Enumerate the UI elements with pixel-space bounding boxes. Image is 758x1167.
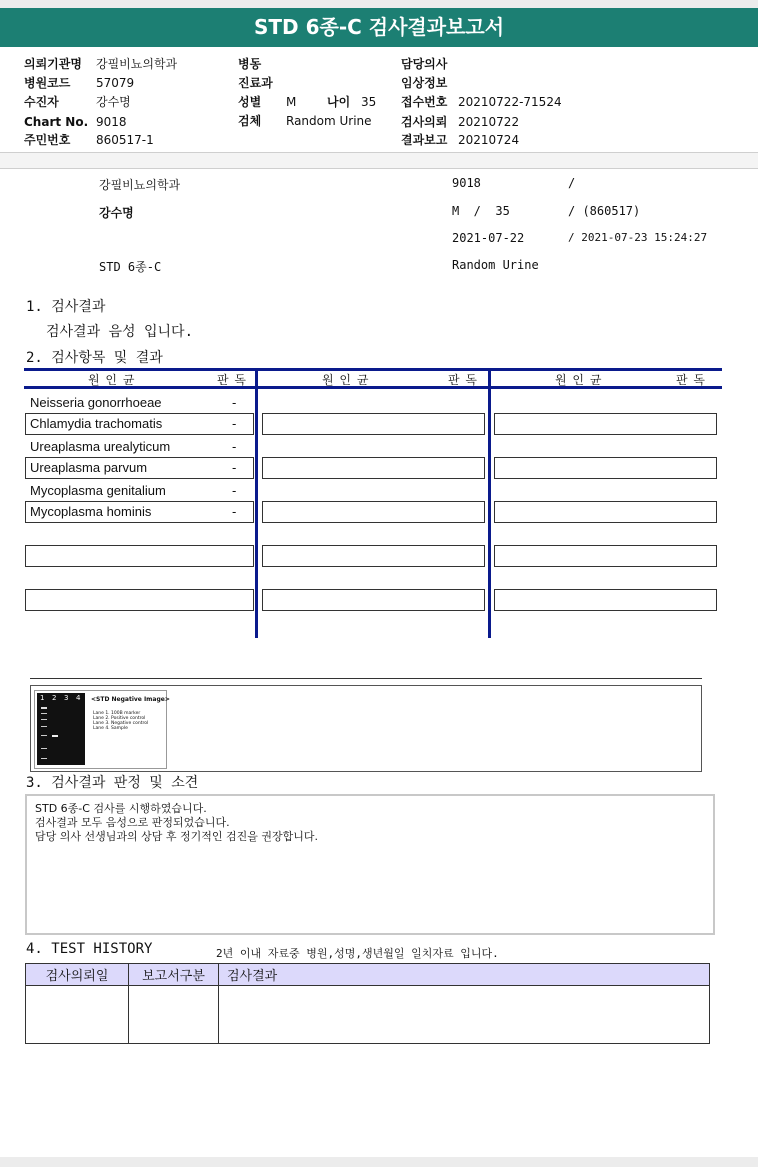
empty-row-cell — [25, 545, 254, 567]
lane-number: 3 — [64, 694, 69, 702]
marker-band — [41, 719, 47, 720]
history-empty-row — [26, 986, 710, 1044]
gel-image — [34, 690, 170, 769]
age-label: 나이 — [327, 95, 351, 109]
lane-number: 1 — [40, 694, 45, 702]
col-pathogen-1: 원 인 균 — [88, 373, 136, 387]
row-result: - — [232, 504, 237, 519]
positive-band — [52, 735, 58, 737]
gel-image-frame — [30, 685, 702, 772]
section2-heading: 2. 검사항목 및 결과 — [26, 350, 163, 366]
section1-text: 검사결과 음성 입니다. — [46, 324, 194, 340]
summary-patient: 강수명 — [99, 206, 134, 220]
opinion-line: STD 6종-C 검사를 시행하였습니다. — [35, 802, 207, 815]
summary-request-date: 2021-07-22 — [452, 231, 525, 245]
summary-slash: / — [568, 176, 576, 190]
row-result: - — [232, 416, 237, 431]
header-gap — [0, 153, 758, 168]
report-date-label: 결과보고 — [401, 133, 448, 147]
gel-legend-line: Lane 1. 100B marker — [93, 711, 141, 716]
specimen-value: Random Urine — [286, 114, 372, 128]
row-cell — [25, 457, 254, 479]
empty-row-cell — [494, 545, 717, 567]
gel-lanes — [37, 693, 85, 765]
hospital-code-label: 병원코드 — [24, 76, 71, 90]
summary-birth: / (860517) — [568, 204, 641, 218]
col-pathogen-2: 원 인 균 — [322, 373, 370, 387]
request-date-value: 20210722 — [458, 115, 520, 129]
row-name: Ureaplasma parvum — [30, 460, 148, 475]
row-cell — [25, 413, 254, 435]
history-header-row — [26, 964, 710, 986]
results-divider-2 — [488, 368, 491, 638]
gel-legend-line: Lane 4. Sample — [93, 726, 128, 731]
col-judgement-2: 판 독 — [448, 373, 478, 387]
opinion-box — [25, 794, 715, 935]
top-band — [0, 0, 758, 8]
history-col-report-type: 보고서구분 — [129, 964, 219, 986]
lane-number: 2 — [52, 694, 57, 702]
empty-row-cell — [494, 457, 717, 479]
dept-label: 진료과 — [238, 76, 273, 90]
marker-band — [41, 707, 47, 709]
col-pathogen-3: 원 인 균 — [555, 373, 603, 387]
marker-band — [41, 713, 47, 714]
opinion-line: 담당 의사 선생님과의 상담 후 정기적인 검진을 권장합니다. — [35, 830, 318, 843]
row-name: Mycoplasma hominis — [30, 504, 152, 519]
sex-value: M — [286, 95, 297, 109]
resident-no-value: 860517-1 — [96, 133, 154, 147]
history-table — [25, 963, 710, 1044]
row-name: Neisseria gonorrhoeae — [30, 395, 162, 410]
summary-chart: 9018 — [452, 176, 481, 190]
history-col-request-date: 검사의뢰일 — [26, 964, 129, 986]
marker-band — [41, 726, 47, 727]
section4-heading: 4. TEST HISTORY — [26, 941, 153, 957]
report-date-value: 20210724 — [458, 133, 520, 147]
patient-label: 수진자 — [24, 95, 59, 109]
gel-legend — [93, 711, 148, 731]
history-col-result: 검사결과 — [219, 964, 710, 986]
row-result: - — [232, 483, 237, 498]
empty-row-cell — [262, 545, 485, 567]
history-cell — [219, 986, 710, 1044]
gel-legend-line: Lane 3. Negative control — [93, 721, 149, 726]
chart-no-label: Chart No. — [24, 115, 89, 129]
marker-band — [41, 758, 47, 759]
opinion-line: 검사결과 모두 음성으로 판정되었습니다. — [35, 816, 230, 829]
empty-row-cell — [262, 501, 485, 523]
history-cell — [26, 986, 129, 1044]
accession-value: 20210722-71524 — [458, 95, 562, 109]
empty-row-cell — [494, 413, 717, 435]
section3-heading: 3. 검사결과 판정 및 소견 — [26, 775, 199, 791]
history-note: 2년 이내 자료중 병원,성명,생년월일 일치자료 입니다. — [216, 947, 499, 960]
hospital-name-label: 의뢰기관명 — [24, 57, 82, 71]
empty-row-cell — [262, 457, 485, 479]
row-cell — [25, 501, 254, 523]
empty-row-cell — [494, 501, 717, 523]
ward-label: 병동 — [238, 57, 262, 71]
summary-test-name: STD 6종-C — [99, 260, 162, 274]
summary-specimen: Random Urine — [452, 258, 539, 272]
patient-value: 강수명 — [96, 95, 131, 109]
row-result: - — [232, 439, 237, 454]
results-divider-1 — [255, 368, 258, 638]
age-value: 35 — [361, 95, 377, 109]
history-cell — [129, 986, 219, 1044]
gel-legend-line: Lane 2. Positive control — [93, 716, 146, 721]
resident-no-label: 주민번호 — [24, 133, 71, 147]
empty-row-cell — [494, 589, 717, 611]
marker-band — [41, 735, 47, 736]
clinical-info-label: 임상정보 — [401, 76, 448, 90]
sex-label: 성별 — [238, 95, 262, 109]
col-judgement-3: 판 독 — [676, 373, 706, 387]
row-name: Mycoplasma genitalium — [30, 483, 166, 498]
row-name: Ureaplasma urealyticum — [30, 439, 171, 454]
row-name: Chlamydia trachomatis — [30, 416, 163, 431]
image-rule — [30, 678, 702, 679]
specimen-label: 검체 — [238, 114, 262, 128]
col-judgement-1: 판 독 — [217, 373, 247, 387]
summary-sex-age: M / 35 — [452, 204, 510, 218]
empty-row-cell — [262, 413, 485, 435]
lane-number: 4 — [76, 694, 81, 702]
empty-row-cell — [262, 589, 485, 611]
marker-band — [41, 748, 47, 749]
doctor-label: 담당의사 — [401, 57, 448, 71]
section1-heading: 1. 검사결과 — [26, 299, 106, 315]
summary-hospital: 강필비뇨의학과 — [99, 178, 181, 192]
opinion-text — [35, 802, 318, 844]
empty-row-cell — [25, 589, 254, 611]
chart-no-value: 9018 — [96, 115, 127, 129]
summary-report-datetime: / 2021-07-23 15:24:27 — [568, 231, 708, 244]
row-result: - — [232, 395, 237, 410]
request-date-label: 검사의뢰 — [401, 115, 448, 129]
report-title: STD 6종-C 검사결과보고서 — [0, 8, 758, 47]
row-result: - — [232, 460, 237, 475]
hospital-code-value: 57079 — [96, 76, 135, 90]
bottom-band — [0, 1157, 758, 1167]
header-divider-2 — [0, 168, 758, 169]
accession-label: 접수번호 — [401, 95, 448, 109]
gel-caption: <STD Negative Image> — [91, 696, 170, 703]
hospital-name-value: 강필비뇨의학과 — [96, 57, 178, 71]
